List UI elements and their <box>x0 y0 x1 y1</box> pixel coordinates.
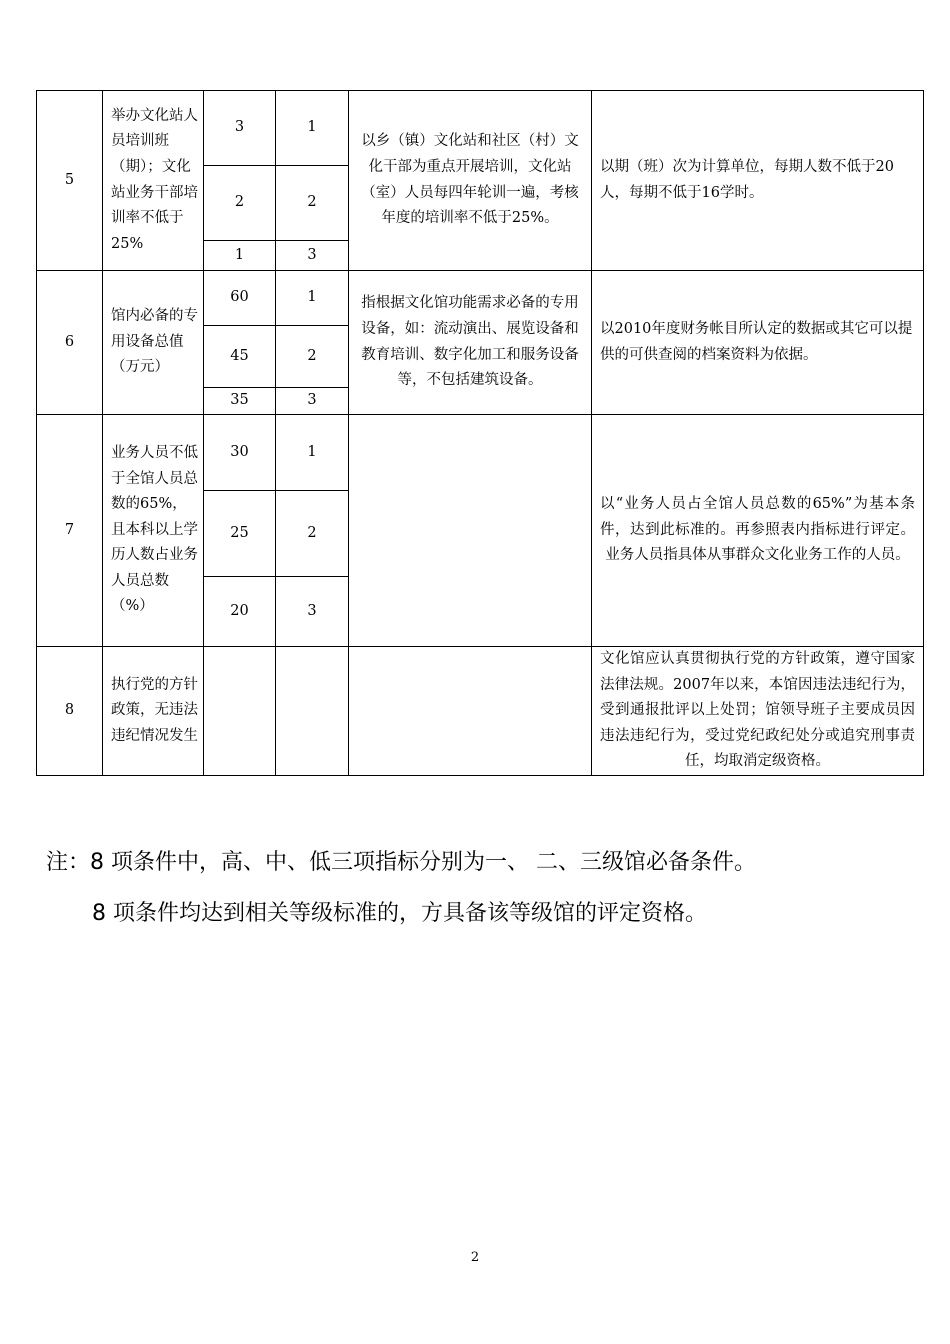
level-grade-empty <box>276 647 349 776</box>
level-value: 1 <box>204 241 276 271</box>
level-grade: 2 <box>276 491 349 577</box>
table-row <box>37 415 924 491</box>
level-value: 25 <box>204 491 276 577</box>
level-grade: 3 <box>276 577 349 647</box>
level-value: 3 <box>204 91 276 166</box>
page-number: 2 <box>470 1250 480 1265</box>
level-value-empty <box>204 647 276 776</box>
level-grade: 3 <box>276 241 349 271</box>
level-grade: 3 <box>276 388 349 415</box>
criteria-explanation: 以乡（镇）文化站和社区（村）文化干部为重点开展培训，文化站（室）人员每四年轮训一遍，考核年度的培训率不低于25%。 <box>349 91 592 271</box>
footnote-line-1: 注：8 项条件中，高、中、低三项指标分别为一、 二、三级馆必备条件。 <box>46 850 756 875</box>
item-description: 执行党的方针政策，无违法违纪情况发生 <box>103 647 204 776</box>
level-value: 20 <box>204 577 276 647</box>
level-value: 30 <box>204 415 276 491</box>
level-grade: 1 <box>276 415 349 491</box>
table-row <box>37 91 924 166</box>
level-value: 35 <box>204 388 276 415</box>
criteria-explanation <box>349 415 592 647</box>
level-grade: 1 <box>276 271 349 326</box>
table-row <box>37 271 924 326</box>
level-value: 45 <box>204 326 276 388</box>
level-grade: 2 <box>276 326 349 388</box>
footnote-line-2: 8 项条件均达到相关等级标准的，方具备该等级馆的评定资格。 <box>92 901 707 926</box>
item-description: 举办文化站人员培训班（期）；文化站业务干部培训率不低于25% <box>103 91 204 271</box>
row-number: 8 <box>37 647 103 776</box>
evaluation-note: 以2010年度财务帐目所认定的数据或其它可以提供的可供查阅的档案资料为依据。 <box>592 271 924 415</box>
criteria-explanation <box>349 647 592 776</box>
evaluation-note: 以“业务人员占全馆人员总数的65%”为基本条件，达到此标准的。再参照表内指标进行评定。业务人员指具体从事群众文化业务工作的人员。 <box>592 415 924 647</box>
row-number: 6 <box>37 271 103 415</box>
evaluation-note: 文化馆应认真贯彻执行党的方针政策，遵守国家法律法规。2007年以来，本馆因违法违纪行为，受到通报批评以上处罚；馆领导班子主要成员因违法违纪行为，受过党纪政纪处分或追究刑事责任，均取消定级资格。 <box>592 647 924 776</box>
criteria-table <box>36 90 924 776</box>
level-value: 60 <box>204 271 276 326</box>
item-description: 业务人员不低于全馆人员总数的65%，且本科以上学历人数占业务人员总数（%） <box>103 415 204 647</box>
criteria-explanation: 指根据文化馆功能需求必备的专用设备，如：流动演出、展览设备和教育培训、数字化加工和服务设备等，不包括建筑设备。 <box>349 271 592 415</box>
row-number: 7 <box>37 415 103 647</box>
table-row <box>37 647 924 776</box>
evaluation-note: 以期（班）次为计算单位，每期人数不低于20人，每期不低于16学时。 <box>592 91 924 271</box>
level-grade: 2 <box>276 166 349 241</box>
level-grade: 1 <box>276 91 349 166</box>
item-description: 馆内必备的专用设备总值（万元） <box>103 271 204 415</box>
level-value: 2 <box>204 166 276 241</box>
row-number: 5 <box>37 91 103 271</box>
